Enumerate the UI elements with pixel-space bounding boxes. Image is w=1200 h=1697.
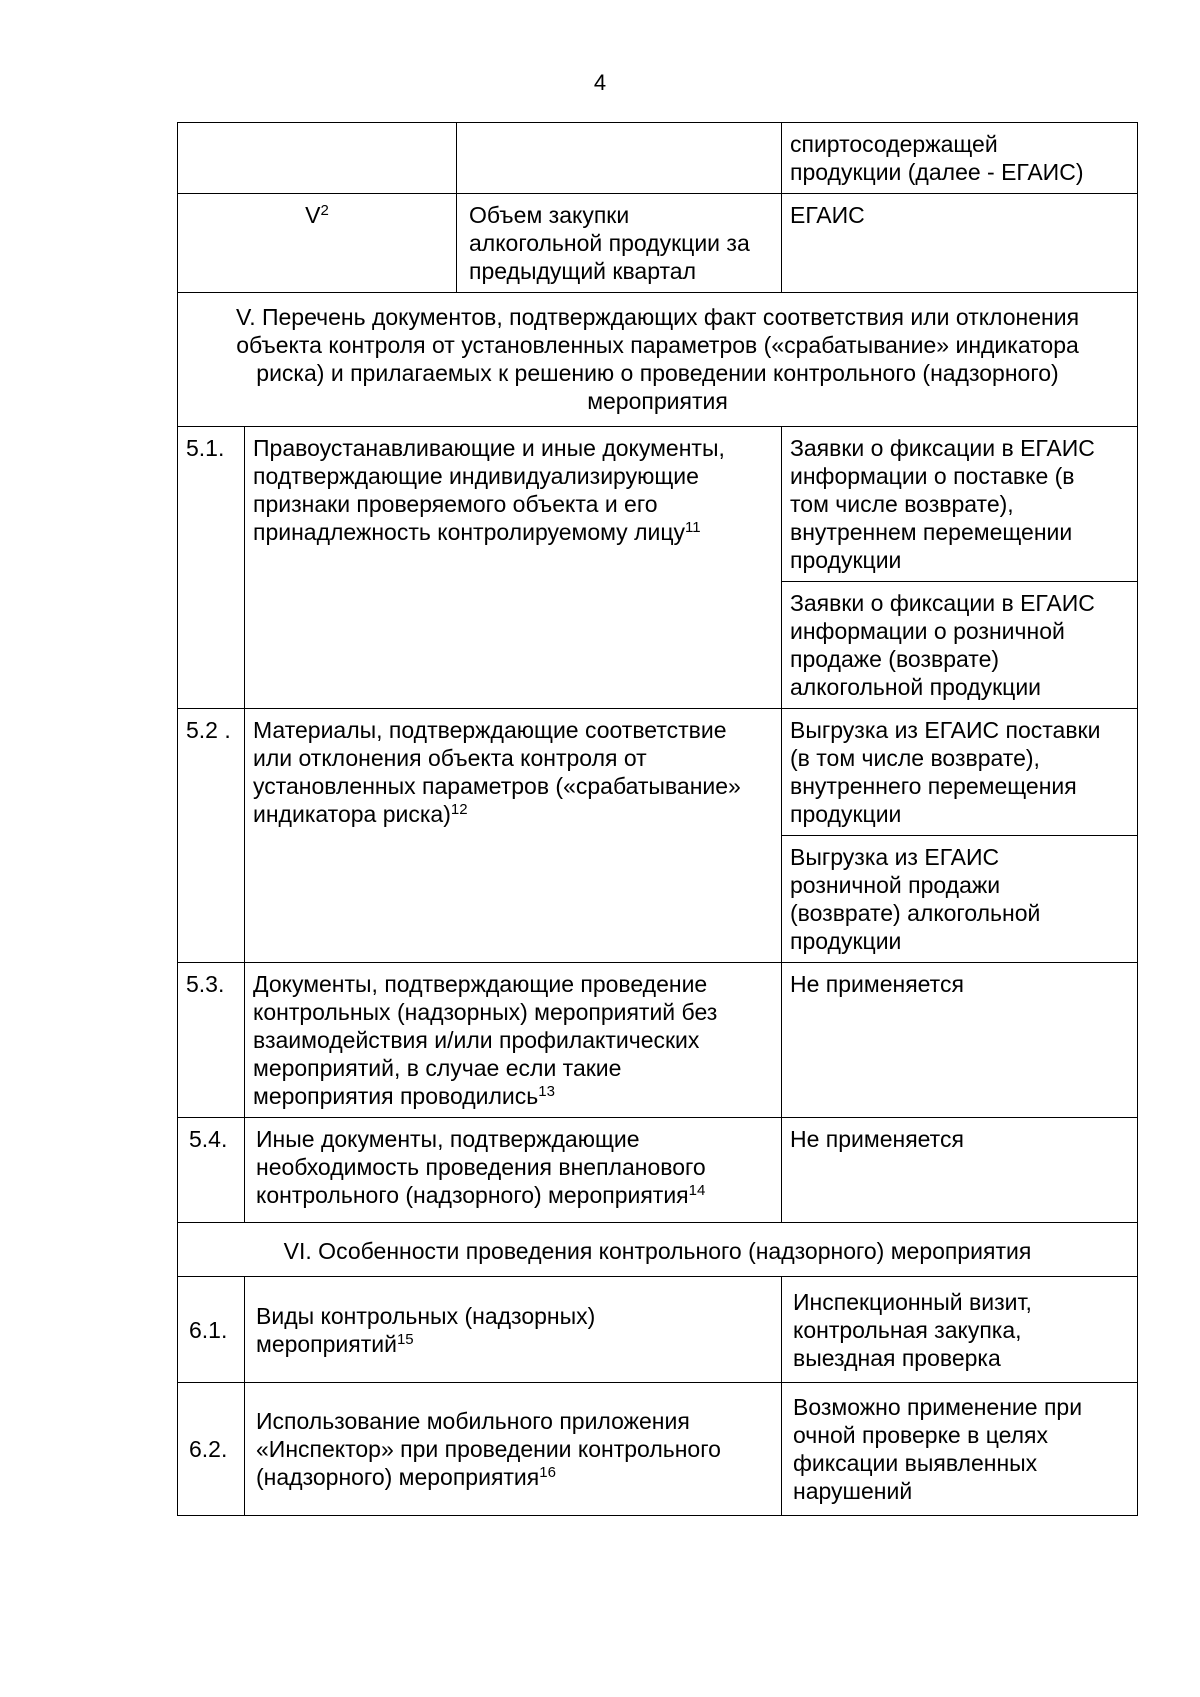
item-value-text: Выгрузка из ЕГАИС розничной продажи (возврате) алкогольной продукции: [790, 844, 1041, 954]
item-value-text: Инспекционный визит, контрольная закупка, выездная проверка: [793, 1288, 1032, 1371]
table-row-5-4: [178, 1118, 1138, 1223]
item-value: [782, 836, 1138, 963]
footnote-ref: 11: [685, 519, 701, 536]
item-number: [178, 1383, 245, 1516]
section-6-heading-row: [178, 1223, 1138, 1277]
item-description-text: Иные документы, подтверждающие необходимость проведения внепланового контрольного (надзорного) мероприятия: [256, 1126, 706, 1208]
item-value: [782, 963, 1138, 1118]
empty-cell: [178, 123, 457, 194]
indicator-source: ЕГАИС: [790, 202, 865, 228]
source-text: спиртосодержащей продукции (далее - ЕГАИС): [790, 131, 1084, 185]
item-number: [178, 1277, 245, 1383]
document-table: [177, 122, 1138, 1516]
indicator-description-cell: [457, 194, 782, 293]
table-row-egais-definition: [178, 123, 1138, 194]
item-value: [782, 1118, 1138, 1223]
footnote-ref: 16: [539, 1464, 556, 1481]
item-description-text: Документы, подтверждающие проведение контрольных (надзорных) мероприятий без взаимодействия и/или профилактических мероприятий, в случае если такие мероприятия проводились: [253, 971, 718, 1109]
item-number-text: 5.2 .: [186, 717, 231, 743]
item-number-text: 5.1.: [186, 435, 225, 461]
indicator-source-cell: [782, 194, 1138, 293]
item-number-text: 5.3.: [186, 971, 225, 997]
item-value-text: Заявки о фиксации в ЕГАИС информации о розничной продаже (возврате) алкогольной продукции: [790, 590, 1095, 700]
item-value-text: Не применяется: [790, 971, 964, 997]
item-description: [245, 427, 782, 709]
table-row-6-1: [178, 1277, 1138, 1383]
table-row-v2: [178, 194, 1138, 293]
source-cell: [782, 123, 1138, 194]
item-description-text: Использование мобильного приложения «Инспектор» при проведении контрольного (надзорного) мероприятия: [256, 1408, 721, 1490]
section-5-title-text: V. Перечень документов, подтверждающих факт соответствия или отклонения объекта контроля от установленных параметров («срабатывание» индикатора риска) и прилагаемых к решению о проведении контрольного (надзорного) мероприятия: [235, 304, 1080, 414]
indicator-symbol-sup: 2: [320, 202, 329, 219]
item-description-text: Материалы, подтверждающие соответствие или отклонения объекта контроля от установленных параметров («срабатывание» индикатора риска): [253, 717, 741, 827]
item-number: [178, 963, 245, 1118]
item-value: [782, 709, 1138, 836]
section-6-title-text: VI. Особенности проведения контрольного (надзорного) мероприятия: [283, 1237, 1032, 1264]
item-value: [782, 427, 1138, 582]
section-5-title: [178, 293, 1138, 427]
footnote-ref: 12: [450, 801, 468, 818]
page-number: 4: [593, 70, 607, 95]
item-description: [245, 963, 782, 1118]
item-value: [782, 1383, 1138, 1516]
item-number: [178, 1118, 245, 1223]
indicator-description: Объем закупки алкогольной продукции за предыдущий квартал: [469, 202, 750, 284]
item-value-text: Выгрузка из ЕГАИС поставки (в том числе возврате), внутреннего перемещения продукции: [790, 717, 1101, 827]
item-description-text: Виды контрольных (надзорных) мероприятий: [256, 1302, 596, 1357]
item-number-text: 6.1.: [189, 1316, 228, 1343]
item-description-text: Правоустанавливающие и иные документы, подтверждающие индивидуализирующие признаки проверяемого объекта и его принадлежность контролируемому лицу: [253, 435, 725, 545]
item-description: [245, 1383, 782, 1516]
item-value-text: Возможно применение при очной проверке в целях фиксации выявленных нарушений: [793, 1394, 1083, 1504]
table-row-5-3: [178, 963, 1138, 1118]
footnote-ref: 14: [688, 1182, 706, 1199]
empty-cell: [457, 123, 782, 194]
table-row-5-1a: [178, 427, 1138, 582]
item-description: [245, 1277, 782, 1383]
item-value: [782, 1277, 1138, 1383]
table-row-6-2: [178, 1383, 1138, 1516]
indicator-symbol: V: [305, 202, 321, 228]
footnote-ref: 13: [538, 1083, 555, 1100]
item-value-text: Не применяется: [790, 1126, 964, 1152]
indicator-symbol-cell: [178, 194, 457, 293]
item-description: [245, 709, 782, 963]
item-number-text: 5.4.: [189, 1126, 228, 1152]
item-description: [245, 1118, 782, 1223]
section-5-heading-row: [178, 293, 1138, 427]
item-number: [178, 709, 245, 963]
footnote-ref: 15: [396, 1330, 414, 1348]
table-row-5-2a: [178, 709, 1138, 836]
item-value: [782, 582, 1138, 709]
section-6-title: [178, 1223, 1138, 1277]
item-number-text: 6.2.: [189, 1436, 228, 1462]
item-number: [178, 427, 245, 709]
item-value-text: Заявки о фиксации в ЕГАИС информации о поставке (в том числе возврате), внутреннем перемещении продукции: [790, 435, 1095, 573]
